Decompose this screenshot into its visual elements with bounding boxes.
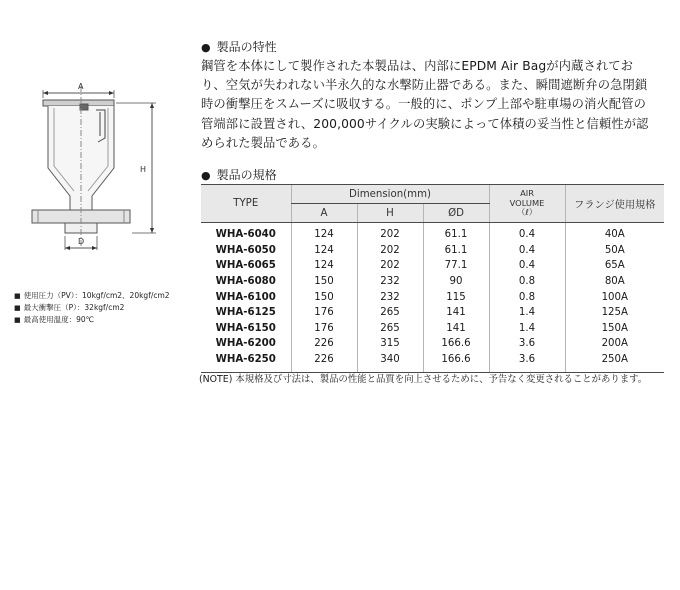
header-flange: フランジ使用規格 [565, 185, 664, 223]
dimension-d-label: D [78, 237, 85, 246]
table-row: WHA-6125 176 265 141 1.4 125A [201, 305, 664, 321]
spec-heading: ● 製品の規格 [201, 168, 277, 182]
features-heading: ● 製品の特性 [201, 40, 277, 54]
description-line: り、空気が失われない半永久的な水撃防止器である。また、瞬間遮断弁の急閉鎖 [201, 78, 648, 93]
bullet-icon: ● [201, 41, 211, 54]
description-line: 時の衝撃圧をスムーズに吸収する。一般的に、ポンプ上部や駐車場の消火配管の [201, 97, 647, 112]
note-item: ■ 最高使用温度：90℃ [14, 315, 95, 324]
note-item: ■ 最大衝撃圧（P）：32kgf/cm2 [14, 303, 125, 312]
header-dimension: Dimension(mm) [291, 185, 489, 204]
dimension-a-label: A [78, 82, 84, 91]
header-h: H [357, 204, 423, 223]
table-row: WHA-6050 124 202 61.1 0.4 50A [201, 243, 664, 259]
bullet-icon: ● [201, 169, 211, 182]
table-row: WHA-6200 226 315 166.6 3.6 200A [201, 336, 664, 352]
table-row: WHA-6080 150 232 90 0.8 80A [201, 274, 664, 290]
table-row: WHA-6100 150 232 115 0.8 100A [201, 289, 664, 305]
spec-table [201, 184, 664, 373]
description-line: められた製品である。 [201, 135, 325, 150]
dimension-h-label: H [140, 165, 147, 174]
table-row: WHA-6150 176 265 141 1.4 150A [201, 321, 664, 337]
description-line: 管端部に設置され、200,000サイクルの実験によって体積の妥当性と信頼性が認 [201, 116, 649, 131]
header-air-volume: AIR VOLUME （ℓ） [489, 185, 565, 223]
header-a: A [291, 204, 357, 223]
product-drawing [10, 78, 180, 263]
header-d: ØD [423, 204, 489, 223]
features-description [201, 57, 671, 153]
pressure-notes [14, 290, 170, 326]
disclaimer-note: (NOTE) 本規格及び寸法は、製品の性能と品質を向上させるために、予告なく変更されることがあります。 [199, 374, 648, 385]
header-type: TYPE [201, 185, 291, 223]
table-row: WHA-6040 124 202 61.1 0.4 40A [201, 223, 664, 243]
table-row: WHA-6065 124 202 77.1 0.4 65A [201, 258, 664, 274]
table-row: WHA-6250 226 340 166.6 3.6 250A [201, 352, 664, 373]
description-line: 鋼管を本体にして製作された本製品は、内部にEPDM Air Bagが内蔵されてお [201, 59, 634, 73]
note-item: ■ 使用圧力（PV）：10kgf/cm2、20kgf/cm2 [14, 291, 170, 300]
